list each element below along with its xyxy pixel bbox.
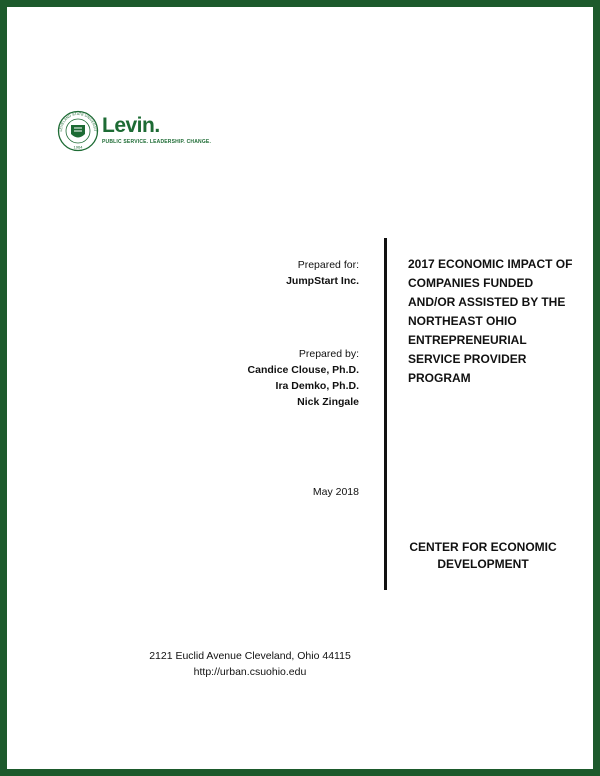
author-2: Ira Demko, Ph.D. [275,380,359,392]
report-cover [7,7,593,769]
prepared-for-label: Prepared for: [297,259,359,271]
levin-logo [57,110,212,156]
prepared-for [187,257,359,289]
prepared-for-org: JumpStart Inc. [286,275,359,287]
seal-year: 1964 [73,144,83,150]
brand-name: Levin. [102,114,160,137]
csu-seal-icon [57,110,99,152]
footer-url[interactable]: http://urban.csuohio.edu [193,666,307,678]
prepared-by [187,346,359,410]
brand-tagline: PUBLIC SERVICE. LEADERSHIP. CHANGE. [102,139,212,145]
center-name: CENTER FOR ECONOMIC DEVELOPMENT [409,540,557,571]
report-title: 2017 ECONOMIC IMPACT OF COMPANIES FUNDED AND/OR ASSISTED BY THE NORTHEAST OHIO ENTREPRENEURIAL SERVICE PROVIDER PROGRAM [408,257,573,385]
report-date: May 2018 [312,486,359,498]
footer-address: 2121 Euclid Avenue Cleveland, Ohio 44115 [149,650,351,662]
author-1: Candice Clouse, Ph.D. [247,364,359,376]
footer [107,648,393,680]
divider-line [384,238,387,590]
prepared-by-label: Prepared by: [298,348,359,360]
seal-text: LEVELAND STATE UNIVERSIT [58,111,98,132]
author-3: Nick Zingale [297,396,359,408]
